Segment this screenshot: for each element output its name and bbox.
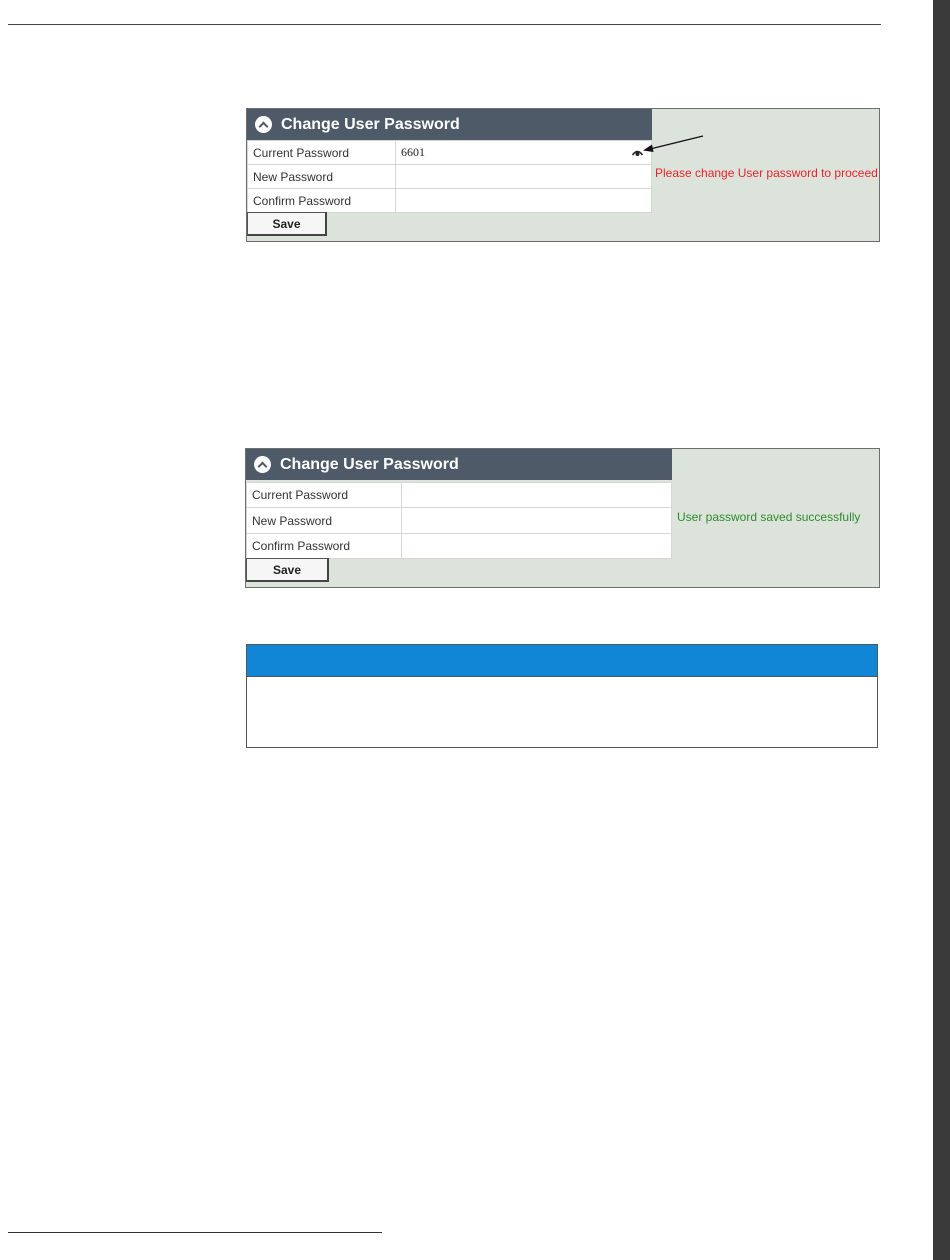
new-password-label: New Password — [247, 508, 402, 534]
error-message: Please change User password to proceed — [655, 166, 878, 180]
note-box — [246, 644, 878, 748]
password-form — [247, 140, 652, 213]
new-password-field[interactable] — [396, 165, 652, 189]
confirm-password-field[interactable] — [402, 534, 672, 559]
current-password-value: 6601 — [401, 145, 425, 159]
form-row — [248, 165, 652, 189]
screenshot-password-saved — [245, 448, 880, 588]
new-password-field[interactable] — [402, 508, 672, 534]
panel-header[interactable] — [246, 449, 672, 480]
screenshot-change-password-prompt — [246, 108, 880, 242]
form-row — [247, 534, 672, 559]
form-row — [248, 141, 652, 165]
save-button[interactable]: Save — [247, 212, 327, 236]
confirm-password-label: Confirm Password — [247, 534, 402, 559]
panel-title: Change User Password — [280, 455, 459, 473]
chevron-up-circle-icon[interactable] — [255, 116, 272, 133]
save-button[interactable]: Save — [246, 558, 329, 582]
header-rule — [8, 24, 881, 25]
password-form — [246, 482, 672, 559]
form-row — [247, 508, 672, 534]
new-password-label: New Password — [248, 165, 396, 189]
current-password-field[interactable] — [402, 483, 672, 508]
panel-title: Change User Password — [281, 115, 460, 133]
success-message: User password saved successfully — [677, 510, 861, 524]
current-password-field[interactable] — [396, 141, 652, 165]
current-password-label: Current Password — [247, 483, 402, 508]
confirm-password-label: Confirm Password — [248, 189, 396, 213]
form-row — [247, 483, 672, 508]
confirm-password-field[interactable] — [396, 189, 652, 213]
footnote-rule — [8, 1232, 382, 1233]
arrow-icon — [640, 134, 710, 158]
chevron-up-circle-icon[interactable] — [254, 456, 271, 473]
page-edge-bar — [933, 0, 950, 1260]
panel-header[interactable] — [247, 109, 652, 140]
form-row — [248, 189, 652, 213]
current-password-label: Current Password — [248, 141, 396, 165]
note-header — [247, 645, 877, 677]
